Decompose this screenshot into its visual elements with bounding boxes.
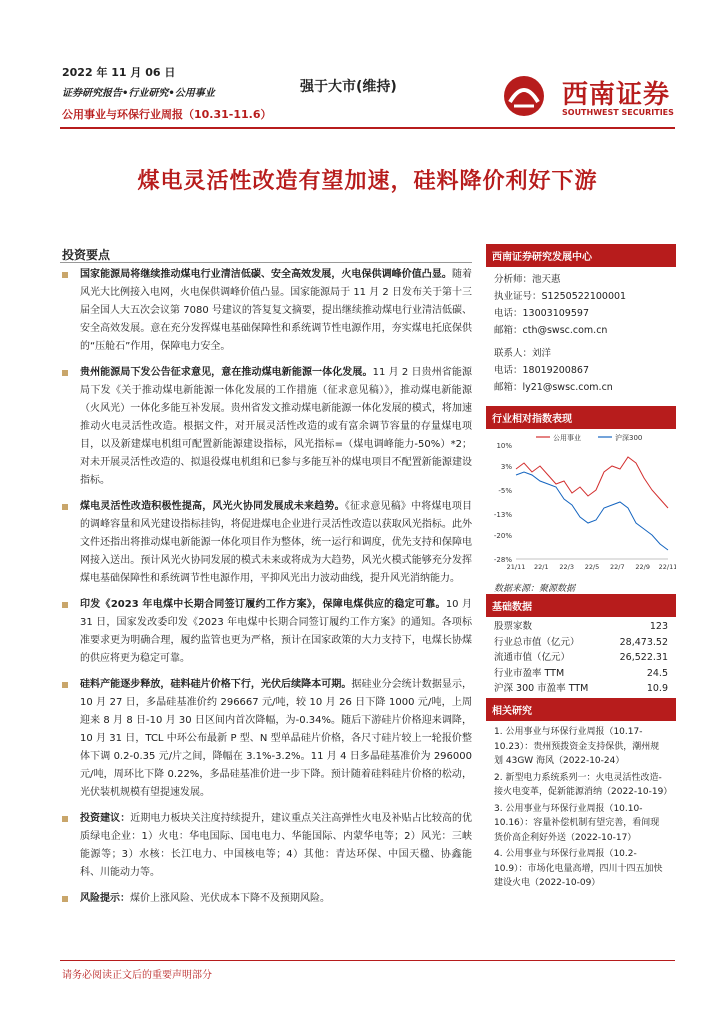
x-tick-label: 22/5 (584, 563, 600, 571)
contacts (486, 267, 676, 400)
y-tick-label: 3% (500, 463, 512, 471)
bullet-bold: 印发《2023 年电煤中长期合同签订履约工作方案》，保障电煤供应的稳定可靠。 (80, 599, 446, 610)
bullet-text: 据硅业分会统计数据显示，10 月 27 日，多晶硅基准价约 296667 元/吨，较 10 月 26 日下降 1000 元/吨，上周迎来 8 月 8 日-10 月 30 日区间内首次降幅，为-0.34%。随后下游硅片价格迎来调降，10 月 31 日，TCL 中环公布最新 P 型、N 型单晶硅片价格，各尺寸硅片较上一轮报价整体下调 0.2-0.35 元/片之间，降幅在 3.1%-3.2%。11 月 4 日多晶硅基准价为 296000 元/吨，周环比下降 0.22%，多晶硅基准价进一步下降。预计随着硅料硅片价格的松动，光伏装机规模有望提速发展。 (80, 679, 473, 798)
bullet-text: 随着风光大比例接入电网，火电保供调峰价值凸显。国家能源局于 11 月 2 日发布关于第十三届全国人大五次会议第 7080 号建议的答复复文摘要，提出继续推动煤电行业清洁低碳、安全高效发展。意在充分发挥煤电基础保障性和系统调节性电源作用，夯实煤电托底保供的“压舱石”作用，保障电力安全。 (80, 269, 473, 352)
logo-en: SOUTHWEST SECURITIES (562, 108, 674, 117)
y-tick-label: -20% (493, 532, 512, 540)
bullet-bold: 贵州能源局下发公告征求意见，意在推动煤电新能源一体化发展。 (80, 367, 373, 378)
stats-title: 基础数据 (486, 594, 676, 617)
bullet-item (62, 890, 472, 908)
related-list (486, 721, 676, 897)
x-tick-label: 22/1 (534, 563, 549, 571)
y-tick-label: -13% (493, 511, 512, 519)
bullet-bold: 投资建议： (80, 813, 131, 824)
series-line-1 (516, 472, 668, 550)
stat-value: 24.5 (646, 667, 668, 679)
bullet-item (62, 596, 472, 668)
sidebar-stats (486, 594, 676, 699)
bullet-text: 10 月 31 日，国家发改委印发《2023 年电煤中长期合同签订履约工作方案》的通知。各项标准要求更为明确合理，履约监管也更为严格，预计在国家政策的大力支持下，电煤长协煤的供应将更为稳定可靠。 (80, 599, 472, 664)
stat-row (494, 650, 668, 666)
weekly-title: 公用事业与环保行业周报（10.31-11.6） (62, 108, 272, 121)
section-title: 投资要点 (62, 248, 111, 262)
page-title: 煤电灵活性改造有望加速，硅料降价利好下游 (137, 168, 598, 194)
bullet-text: 《征求意见稿》中将煤电项目的调峰容量和风光建设指标挂钩，将促进煤电企业进行灵活性改造以获取风光指标。此外文件还指出将推动煤电新能源一体化项目作为整体，统一运行和调度，优先支持和保障电网接入送出。预计风光火协同发展的模式未来或将成为大趋势，风光火模式能够充分发挥煤电基础保障性和系统调节性电源作用，平抑风光出力波动曲线，提升风光消纳能力。 (80, 501, 473, 584)
header-divider (60, 127, 675, 129)
bullet-text: 11 月 2 日贵州省能源局下发《关于推动煤电新能源一体化发展的工作措施（征求意见稿）》，推动煤电新能源（火风光）一体化多能互补发展。贵州省发文推动煤电新能源一体化发展的模式，将加速推动火电灵活性改造。根据文件，对开展灵活性改造的或有富余调节容量的存量煤电项目，以及新建煤电机组可配置新能源建设指标，风光指标=（煤电调峰能力-50%）*2；对未开展灵活性改造的、拟退役煤电机组和已参与多能互补的煤电项目不配置新能源建设指标。 (80, 367, 473, 486)
bullet-item (62, 498, 472, 588)
bullet-item (62, 810, 472, 882)
footer-disclaimer: 请务必阅读正文后的重要声明部分 (62, 970, 212, 981)
bullet-icon (62, 504, 68, 510)
bullet-bold: 煤电灵活性改造积极性提高，风光火协同发展成未来趋势。 (80, 501, 345, 512)
bullet-item (62, 266, 472, 356)
bullet-bold: 国家能源局将继续推动煤电行业清洁低碳、安全高效发展，火电保供调峰价值凸显。 (80, 269, 452, 280)
stat-row (494, 666, 668, 682)
bullet-bold: 硅料产能逐步释放，硅料硅片价格下行，光伏后续降本可期。 (80, 679, 352, 690)
sidebar-research (486, 244, 676, 400)
stat-value: 26,522.31 (619, 652, 668, 663)
bullet-icon (62, 272, 68, 278)
sidebar-related (486, 698, 676, 897)
report-type: 证券研究报告•行业研究•公用事业 (62, 88, 215, 99)
logo-text: 西南证券 (562, 80, 671, 110)
contact-line: 联系人：刘洋 (494, 348, 552, 359)
contact-line: 电话：13003109597 (494, 308, 589, 319)
stat-value: 123 (649, 621, 668, 632)
stat-value: 10.9 (646, 683, 668, 694)
section-divider (60, 262, 472, 263)
y-tick-label: -28% (493, 556, 512, 564)
x-tick-label: 22/9 (635, 563, 650, 571)
stat-label: 股票家数 (494, 621, 533, 632)
contact-line: 执业证号：S1250522100001 (494, 291, 627, 302)
chart-title: 行业相对指数表现 (486, 406, 676, 429)
research-center-title: 西南证券研究发展中心 (486, 244, 676, 267)
stat-label: 行业总市值（亿元） (494, 636, 580, 648)
index-chart (486, 429, 676, 579)
stat-label: 沪深 300 市盈率 TTM (494, 683, 589, 694)
rating: 强于大市(维持) (300, 79, 397, 95)
x-tick-label: 22/7 (610, 563, 625, 571)
contact-line: 电话：18019200867 (494, 365, 589, 376)
contact-line: 分析师：池天惠 (494, 274, 561, 285)
bullet-item (62, 364, 472, 490)
bullet-icon (62, 816, 68, 822)
related-item[interactable]: 2. 新型电力系统系列一：火电灵活性改造-接火电变革，促新能源消纳（2022-10-19） (494, 772, 673, 797)
bullet-icon (62, 370, 68, 376)
stat-row (494, 635, 668, 651)
x-tick-label: 22/3 (559, 563, 574, 571)
legend-label: 沪深300 (615, 434, 643, 442)
related-item[interactable]: 1. 公用事业与环保行业周报（10.17-10.23）：贵州预拨资金支持保供，潮州规划 43GW 海风（2022-10-24） (494, 727, 660, 766)
bullet-item (62, 676, 472, 802)
sidebar-chart (486, 406, 676, 596)
report-date: 2022 年 11 月 06 日 (62, 66, 176, 79)
chart-source: 数据来源：聚源数据 (494, 584, 576, 594)
bullet-list (62, 266, 472, 916)
related-item[interactable]: 4. 公用事业与环保行业周报（10.2-10.9）：市场化电量高增，四川十四五加快建设火电（2022-10-09） (494, 849, 663, 888)
bullet-icon (62, 682, 68, 688)
stat-row (494, 619, 668, 635)
y-tick-label: 10% (496, 442, 512, 450)
stat-label: 流通市值（亿元） (494, 652, 571, 663)
contact-email[interactable]: 邮箱：cth@swsc.com.cn (494, 325, 608, 336)
legend-label: 公用事业 (553, 434, 581, 442)
x-tick-label: 22/11 (658, 563, 676, 571)
bullet-icon (62, 602, 68, 608)
y-tick-label: -5% (498, 487, 512, 495)
stat-value: 28,473.52 (619, 636, 668, 648)
bullet-text: 煤价上涨风险、光伏成本下降不及预期风险。 (130, 893, 330, 904)
related-title: 相关研究 (486, 698, 676, 721)
stat-label: 行业市盈率 TTM (494, 667, 565, 679)
bullet-bold: 风险提示： (80, 893, 130, 904)
footer-divider (60, 960, 675, 961)
related-item[interactable]: 3. 公用事业与环保行业周报（10.10-10.16）：容量补偿机制有望完善，看间现货价高企利好外送（2022-10-17） (494, 803, 660, 843)
bullet-icon (62, 896, 68, 902)
stats-table (486, 617, 676, 699)
contact-email[interactable]: 邮箱：ly21@swsc.com.cn (494, 382, 613, 393)
series-line-0 (516, 457, 668, 508)
bullet-text: 近期电力板块关注度持续提升，建议重点关注高弹性火电及补贴占比较高的优质绿电企业：1）火电：华电国际、国电电力、华能国际、内蒙华电等；2）风光：三峡能源等；3）水核：长江电力、中国核电等；4）其他：青达环保、中国天楹、协鑫能科、川能动力等。 (80, 813, 473, 878)
x-tick-label: 21/11 (506, 563, 526, 571)
stat-row (494, 681, 668, 697)
